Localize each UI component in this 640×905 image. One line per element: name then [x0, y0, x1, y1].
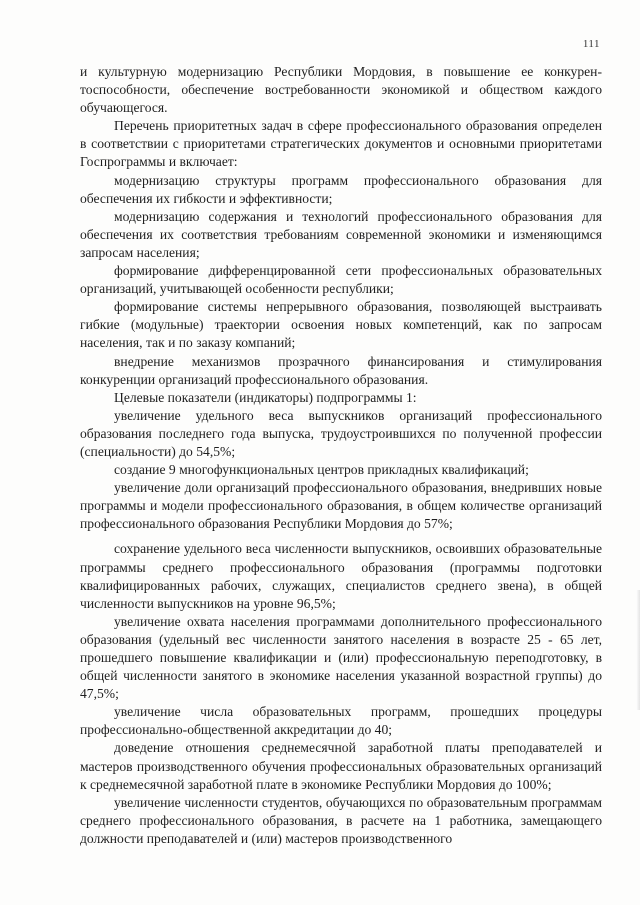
paragraph-indicator-salary: доведение отношения среднемесячной заработной платы преподавателей и мастеров производственного обучения профессиональных образовательных организаций к среднемесячной заработной плате в экономике Республики Мордовия до 100%;	[80, 740, 602, 792]
page-number: 111	[582, 38, 600, 50]
paragraph-indicator-accreditation: увеличение числа образовательных программ, прошедших процедуры профессионально-общественной аккредитации до 40;	[80, 704, 602, 738]
paragraph-indicator-spo-graduates: сохранение удельного веса численности выпускников, освоивших образовательные программы среднего профессионального образования (программы подготовки квалифицированных рабочих, служащих, специалистов среднего звена), в общей численности выпускников на уровне 96,5%;	[80, 541, 602, 611]
scan-edge-shadow	[636, 590, 640, 710]
paragraph-indicator-additional-education: увеличение охвата населения программами дополнительного профессионального образования (удельный вес численности занятого населения в возрасте 25 - 65 лет, прошедшего повышение квалификации и (или) профессиональную переподготовку, в общей численности занятого в экономике населения указанной возрастной группы) до 47,5%;	[80, 613, 602, 702]
paragraph-indicators-heading: Целевые показатели (индикаторы) подпрограммы 1:	[114, 389, 417, 405]
paragraph-continuation: и культурную модернизацию Республики Мордовия, в повышение ее конкурентоспособности, обеспечение востребованности экономикой и обществом каждого обучающегося.	[80, 64, 602, 116]
paragraph-priority-tasks-intro: Перечень приоритетных задач в сфере профессионального образования определен в соответствии с приоритетами стратегических документов и основными приоритетами Госпрограммы и включает:	[80, 118, 602, 170]
paragraph-task-financing: внедрение механизмов прозрачного финансирования и стимулирования конкуренции организаций профессионального образования.	[80, 353, 602, 387]
paragraph-indicator-students-ratio: увеличение численности студентов, обучающихся по образовательным программам среднего профессионального образования, в расчете на 1 работника, замещающего должности преподавателей и (или) мастеров производственного	[80, 794, 602, 846]
paragraph-task-network: формирование дифференцированной сети профессиональных образовательных организаций, учитывающей особенности республики;	[80, 263, 602, 297]
paragraph-indicator-new-programs: увеличение доли организаций профессионального образования, внедривших новые программы и модели профессионального образования, в общем количестве организаций профессионального образования Республики Мордовия до 57%;	[80, 480, 602, 532]
paragraph-task-content: модернизацию содержания и технологий профессионального образования для обеспечения их соответствия требованиям современной экономики и изменяющимся запросам населения;	[80, 208, 602, 260]
paragraph-task-continuous: формирование системы непрерывного образования, позволяющей выстраивать гибкие (модульные) траектории освоения новых компетенций, как по запросам населения, так и по заказу компаний;	[80, 299, 602, 351]
paragraph-indicator-graduates: увеличение удельного веса выпускников организаций профессионального образования последнего года выпуска, трудоустроившихся по полученной профессии (специальности) до 54,5%;	[80, 407, 602, 459]
body-text	[80, 63, 602, 848]
paragraph-indicator-centers: создание 9 многофункциональных центров прикладных квалификаций;	[114, 462, 529, 478]
paragraph-task-structure: модернизацию структуры программ профессионального образования для обеспечения их гибкости и эффективности;	[80, 172, 602, 206]
